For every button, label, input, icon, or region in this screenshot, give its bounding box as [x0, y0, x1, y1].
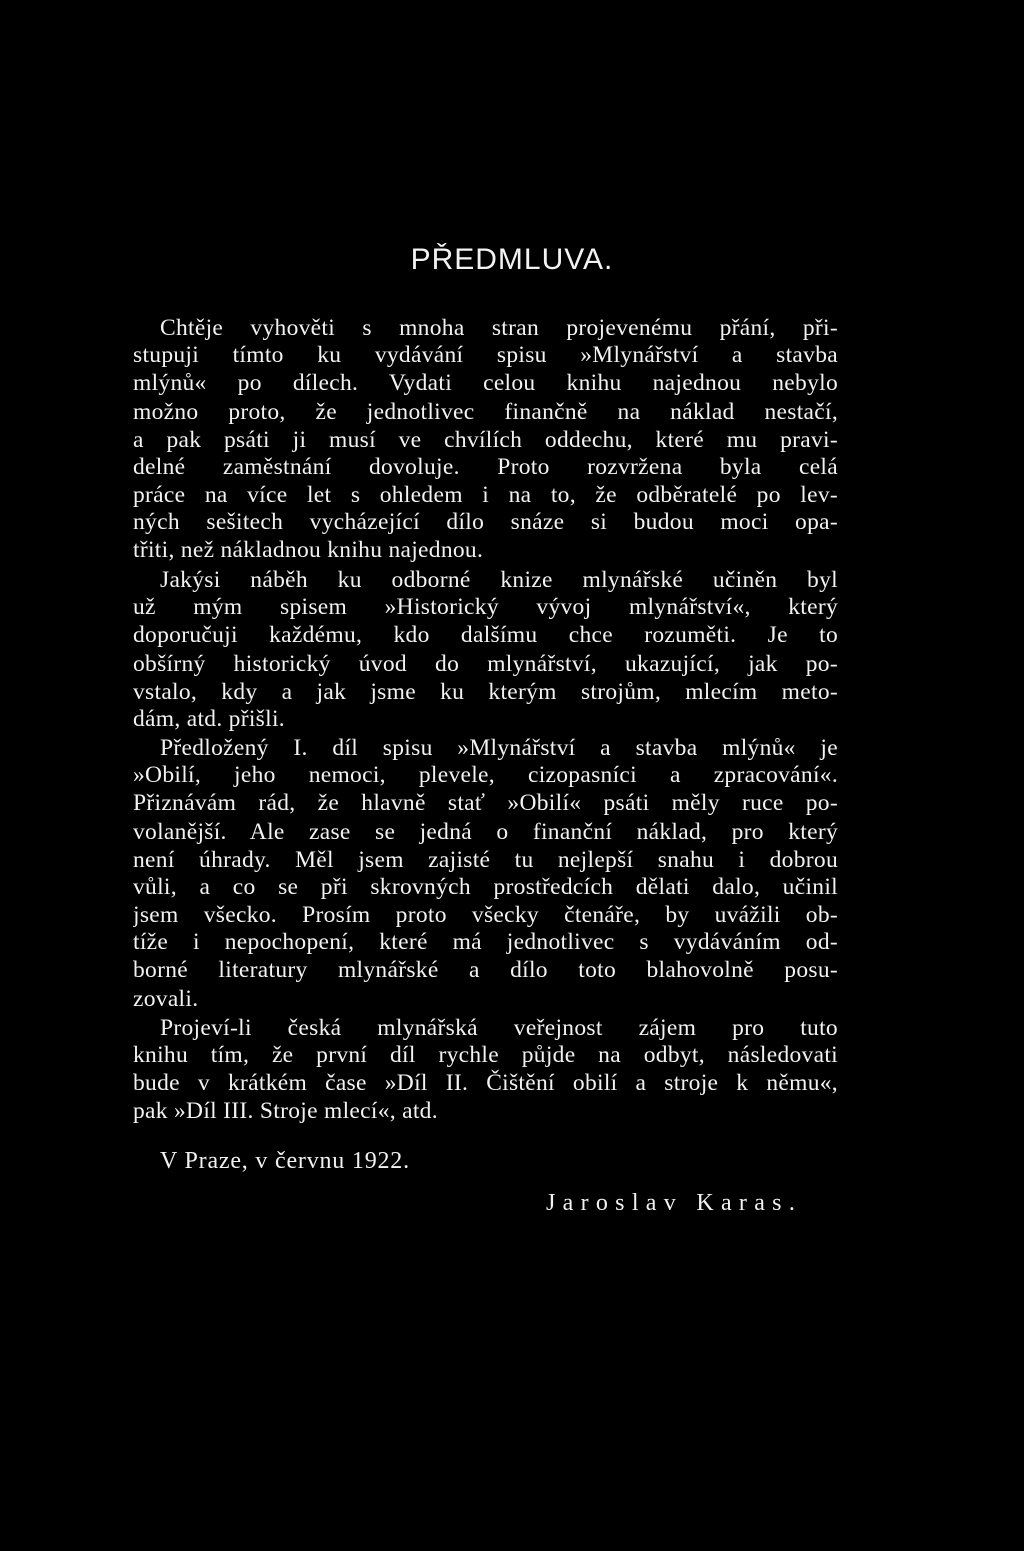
paragraph-2-line-5: vstalo, kdy a jak jsme ku kterým strojům, mlecím meto-: [133, 679, 838, 705]
paragraph-3-line-3: Přiznávám rád, že hlavně stať »Obilí« psáti měly ruce po-: [133, 790, 838, 816]
paragraph-2-line-6: dám, atd. přišli.: [133, 706, 285, 732]
paragraph-1-line-4: možno proto, že jednotlivec finančně na náklad nestačí,: [133, 399, 838, 425]
paragraph-1-line-2: stupuji tímto ku vydávání spisu »Mlynářství a stavba: [133, 342, 838, 368]
paragraph-2-line-4: obšírný historický úvod do mlynářství, ukazující, jak po-: [133, 651, 838, 677]
paragraph-3-line-5: není úhrady. Měl jsem zajisté tu nejlepší snahu i dobrou: [133, 847, 838, 873]
paragraph-1-line-9: třiti, než nákladnou knihu najednou.: [133, 537, 484, 563]
paragraph-1-line-7: práce na více let s ohledem i na to, že odběratelé po lev-: [133, 482, 838, 508]
page-title: PŘEDMLUVA.: [410, 243, 614, 276]
paragraph-3-line-2: »Obilí, jeho nemoci, plevele, cizopasníci a zpracování«.: [133, 762, 838, 788]
paragraph-1-line-8: ných sešitech vycházející dílo snáze si budou moci opa-: [133, 509, 838, 535]
paragraph-1-line-6: delné zaměstnání dovoluje. Proto rozvržena byla celá: [133, 454, 838, 480]
paragraph-1-line-5: a pak psáti ji musí ve chvílích oddechu, které mu pravi-: [133, 427, 838, 453]
paragraph-4-line-1: Projeví-li česká mlynářská veřejnost zájem pro tuto: [160, 1015, 838, 1041]
paragraph-2-line-3: doporučuji každému, kdo dalšímu chce rozuměti. Je to: [133, 622, 838, 648]
paragraph-3-line-1: Předložený I. díl spisu »Mlynářství a stavba mlýnů« je: [160, 735, 838, 761]
paragraph-2-line-1: Jakýsi náběh ku odborné knize mlynářské učiněn byl: [160, 567, 838, 593]
paragraph-3-line-6: vůli, a co se při skrovných prostředcích dělati dalo, učinil: [133, 874, 838, 900]
paragraph-3-line-8: tíže i nepochopení, které má jednotlivec s vydáváním od-: [133, 929, 838, 955]
paragraph-4-line-2: knihu tím, že první díl rychle půjde na odbyt, následovati: [133, 1042, 838, 1068]
paragraph-3-line-10: zovali.: [133, 986, 199, 1012]
paragraph-1-line-3: mlýnů« po dílech. Vydati celou knihu najednou nebylo: [133, 370, 838, 396]
paragraph-3-line-9: borné literatury mlynářské a dílo toto blahovolně posu-: [133, 957, 838, 983]
paragraph-1-line-1: Chtěje vyhověti s mnoha stran projevenému přání, při-: [160, 315, 838, 341]
paragraph-2-line-2: už mým spisem »Historický vývoj mlynářství«, který: [133, 594, 838, 620]
paragraph-3-line-4: volanější. Ale zase se jedná o finanční náklad, pro který: [133, 819, 838, 845]
place-and-date: V Praze, v červnu 1922.: [160, 1148, 410, 1174]
paragraph-4-line-3: bude v krátkém čase »Díl II. Čištění obilí a stroje k němu«,: [133, 1070, 838, 1096]
paragraph-4-line-4: pak »Díl III. Stroje mlecí«, atd.: [133, 1098, 438, 1124]
author-signature: Jaroslav Karas.: [546, 1190, 803, 1216]
paragraph-3-line-7: jsem všecko. Prosím proto všecky čtenáře, by uvážili ob-: [133, 902, 838, 928]
